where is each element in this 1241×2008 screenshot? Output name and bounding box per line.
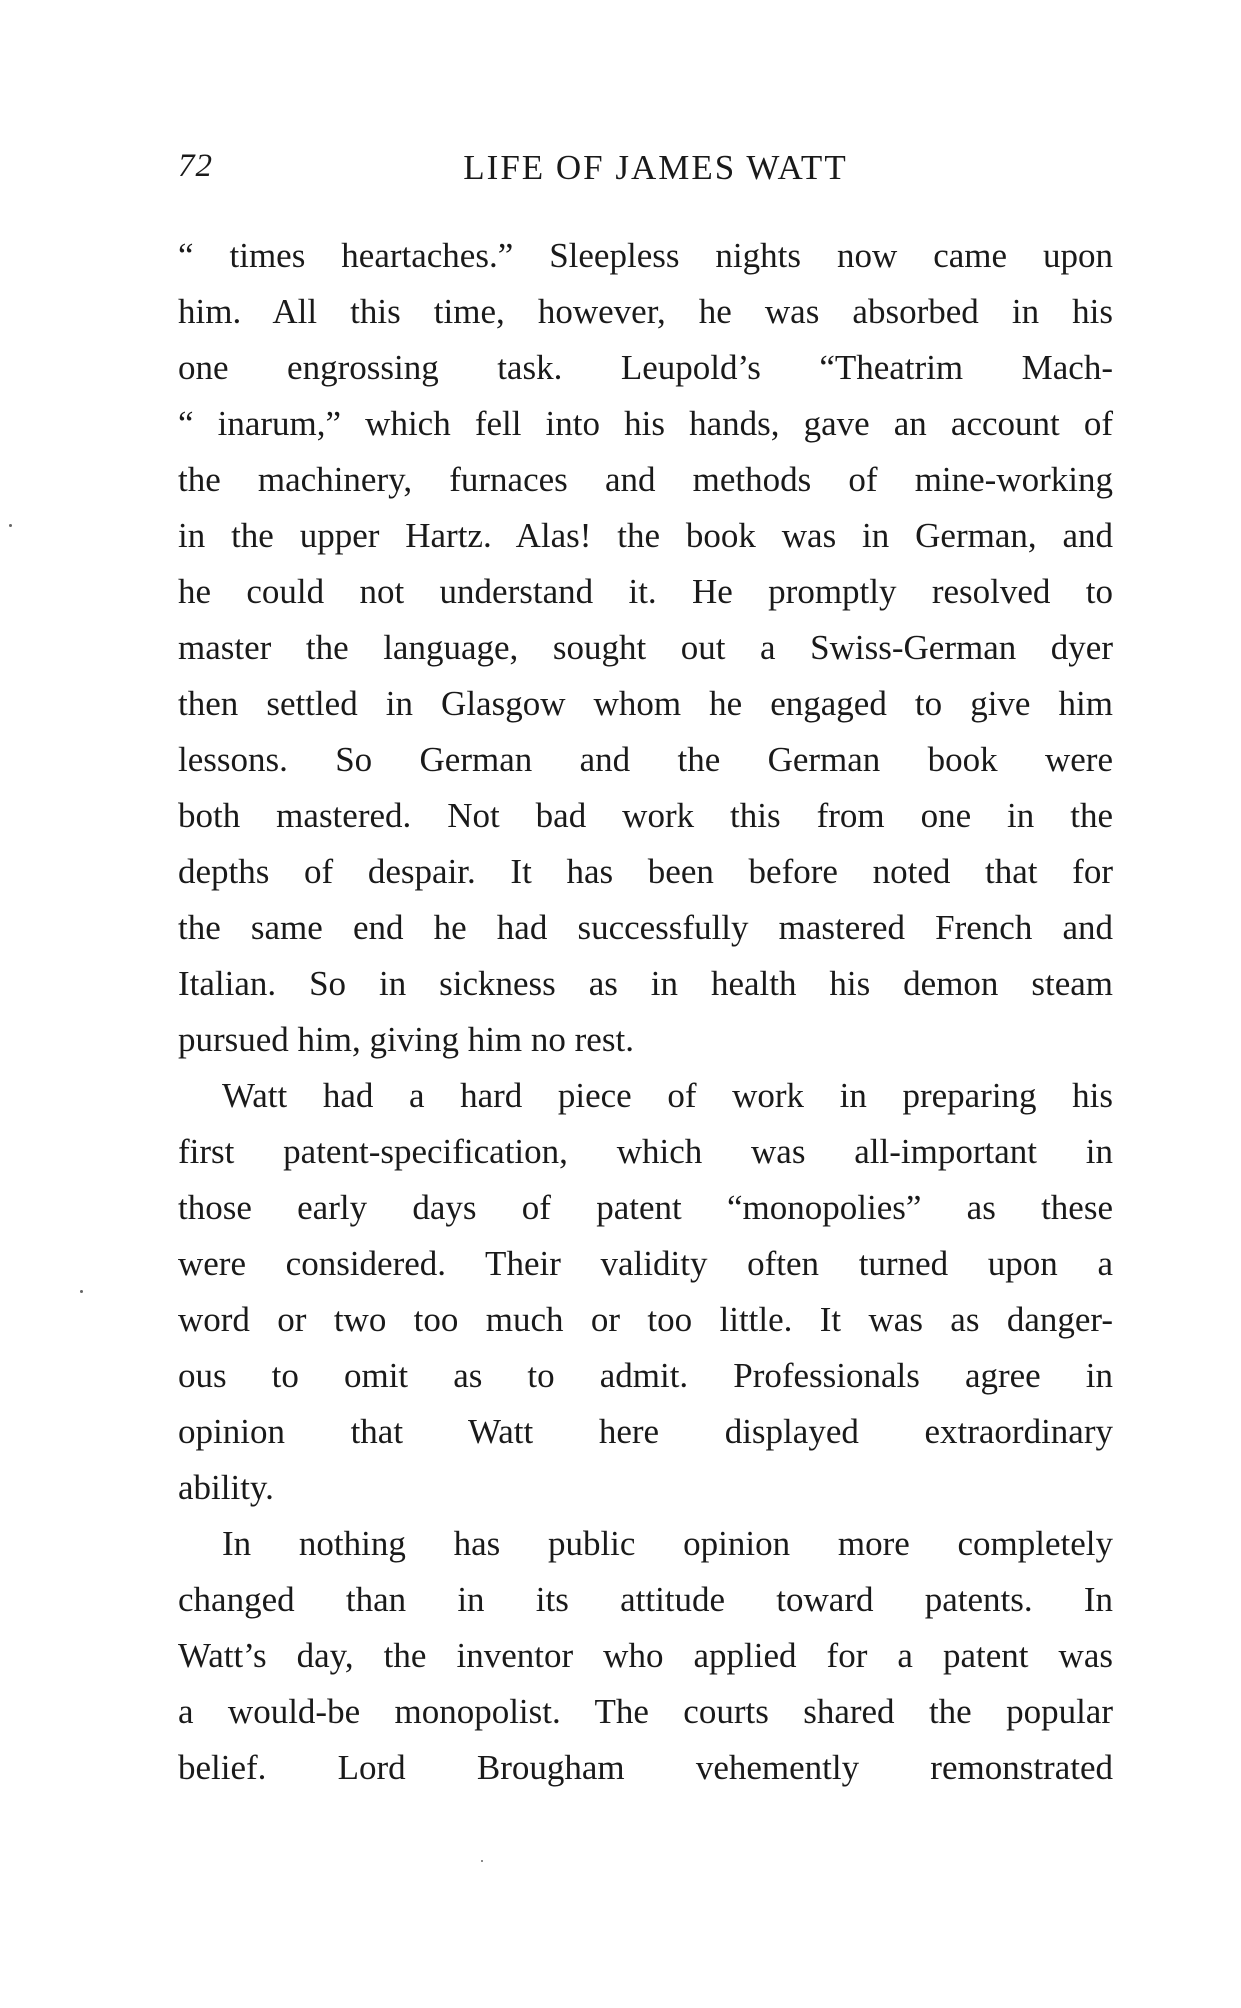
text-line: the machinery, furnaces and methods of mine-working (178, 460, 1113, 499)
text-line: Watt had a hard piece of work in preparing his (222, 1076, 1113, 1115)
text-line: the same end he had successfully mastered French and (178, 908, 1113, 947)
text-line: opinion that Watt here displayed extraordinary (178, 1412, 1113, 1451)
text-line: first patent-specification, which was all-important in (178, 1132, 1113, 1171)
text-line: “ inarum,” which fell into his hands, gave an account of (178, 404, 1113, 443)
text-line: in the upper Hartz. Alas! the book was in German, and (178, 516, 1113, 555)
text-line: him. All this time, however, he was absorbed in his (178, 292, 1113, 331)
text-line: word or two too much or too little. It was as danger- (178, 1300, 1113, 1339)
text-line: both mastered. Not bad work this from one in the (178, 796, 1113, 835)
running-head (178, 148, 1113, 198)
text-line: ous to omit as to admit. Professionals agree in (178, 1356, 1113, 1395)
text-line: lessons. So German and the German book were (178, 740, 1113, 779)
text-line: Italian. So in sickness as in health his demon steam (178, 964, 1113, 1003)
running-title: LIFE OF JAMES WATT (463, 148, 848, 187)
scan-speck (481, 1860, 483, 1862)
text-line: pursued him, giving him no rest. (178, 1020, 634, 1059)
text-line: Watt’s day, the inventor who applied for a patent was (178, 1636, 1113, 1675)
text-line: master the language, sought out a Swiss-German dyer (178, 628, 1113, 667)
text-line: belief. Lord Brougham vehemently remonstrated (178, 1748, 1113, 1787)
text-line: were considered. Their validity often turned upon a (178, 1244, 1113, 1283)
text-line: In nothing has public opinion more completely (222, 1524, 1113, 1563)
body-text (178, 228, 1113, 1796)
scan-speck (9, 524, 12, 527)
text-line: depths of despair. It has been before noted that for (178, 852, 1113, 891)
text-line: changed than in its attitude toward patents. In (178, 1580, 1113, 1619)
scan-speck (80, 1290, 83, 1293)
text-line: he could not understand it. He promptly resolved to (178, 572, 1113, 611)
text-line: one engrossing task. Leupold’s “Theatrim Mach- (178, 348, 1113, 387)
text-line: those early days of patent “monopolies” as these (178, 1188, 1113, 1227)
text-line: “ times heartaches.” Sleepless nights now came upon (178, 236, 1113, 275)
page-number: 72 (178, 148, 213, 184)
text-line: then settled in Glasgow whom he engaged to give him (178, 684, 1113, 723)
text-line: ability. (178, 1468, 274, 1507)
text-line: a would-be monopolist. The courts shared the popular (178, 1692, 1113, 1731)
